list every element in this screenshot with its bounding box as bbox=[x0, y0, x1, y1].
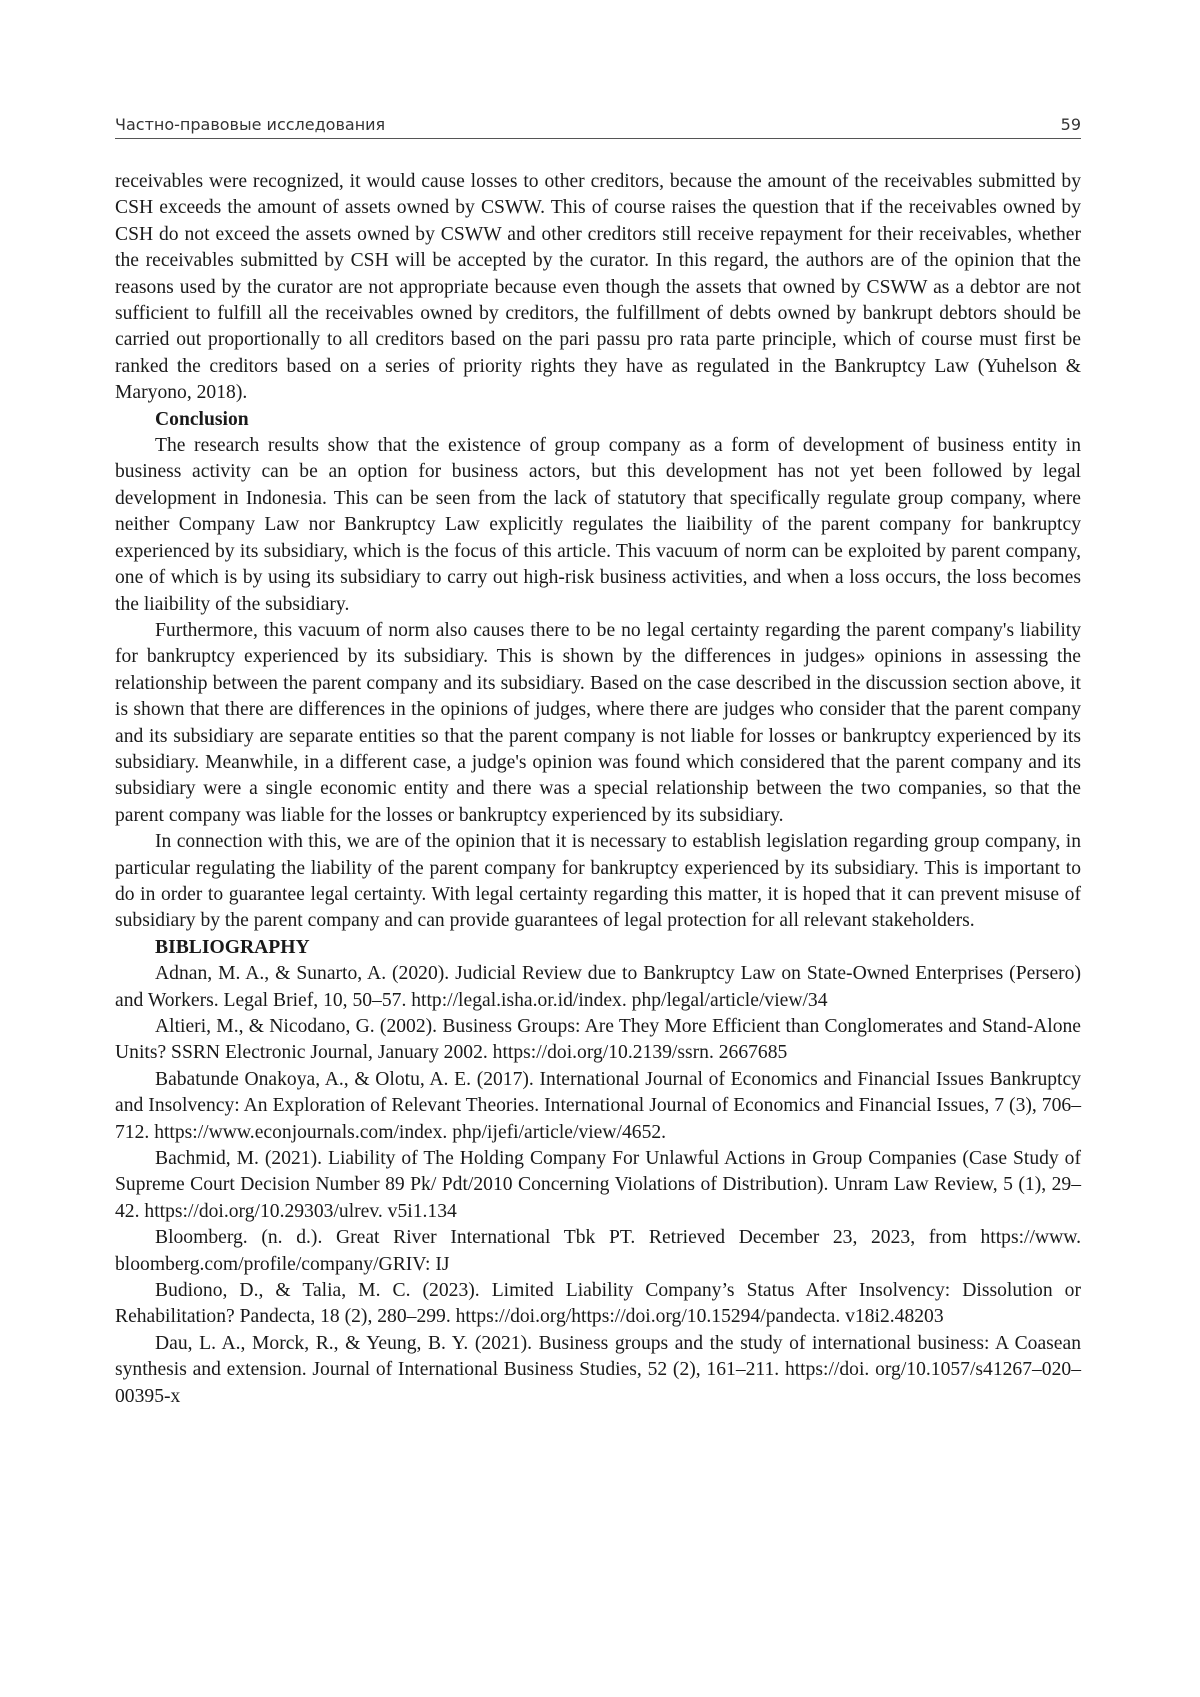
conclusion-paragraph: Furthermore, this vacuum of norm also causes there to be no legal certainty regarding the parent company's liability for bankruptcy experienced by its subsidiary. This is shown by the differences in judges» opinions in assessing the relationship between the parent company and its subsidiary. Based on the case described in the discussion section above, it is shown that there are differences in the opinions of judges, where there are judges who consider that the parent company and its subsidiary are separate entities so that the parent company is not liable for losses or bankruptcy experienced by its subsidiary. Meanwhile, in a different case, a judge's opinion was found which considered that the parent company and its subsidiary were a single economic entity and there was a special relationship between the two companies, so that the parent company was liable for the losses or bankruptcy experienced by its subsidiary. bbox=[115, 619, 1081, 826]
article-body bbox=[115, 169, 1081, 1410]
conclusion-heading: Conclusion bbox=[155, 408, 249, 430]
bibliography-heading: BIBLIOGRAPHY bbox=[155, 936, 310, 958]
bibliography-entry: Altieri, M., & Nicodano, G. (2002). Business Groups: Are They More Efficient than Conglomerates and Stand-Alone Units? SSRN Electronic Journal, January 2002. https://doi.org/10.2139/ssrn. 2667685 bbox=[115, 1016, 1081, 1064]
conclusion-paragraph: The research results show that the existence of group company as a form of development of business entity in business activity can be an option for business actors, but this development has not yet been followed by legal development in Indonesia. This can be seen from the lack of statutory that specifically regulate group company, where neither Company Law nor Bankruptcy Law explicitly regulates the liaibility of the parent company for bankruptcy experienced by its subsidiary, which is the focus of this article. This vacuum of norm can be exploited by parent company, one of which is by using its subsidiary to carry out high-risk business activities, and when a loss occurs, the loss becomes the liaibility of the subsidiary. bbox=[115, 435, 1081, 615]
page bbox=[115, 108, 1081, 1410]
bibliography-entry: Bachmid, M. (2021). Liability of The Holding Company For Unlawful Actions in Group Companies (Case Study of Supreme Court Decision Number 89 Pk/ Pdt/2010 Concerning Violations of Distribution). Unram Law Review, 5 (1), 29–42. https://doi.org/10.29303/ulrev. v5i1.134 bbox=[115, 1148, 1081, 1222]
bibliography-entry: Adnan, M. A., & Sunarto, A. (2020). Judicial Review due to Bankruptcy Law on State-Owned Enterprises (Persero) and Workers. Legal Brief, 10, 50–57. http://legal.isha.or.id/index. php/legal/article/view/34 bbox=[115, 963, 1081, 1011]
page-number: 59 bbox=[1060, 115, 1081, 134]
bibliography-entry: Budiono, D., & Talia, M. C. (2023). Limited Liability Company’s Status After Insolvency: Dissolution or Rehabilitation? Pandecta, 18 (2), 280–299. https://doi.org/https://doi.org/10.15294/pandecta. v18i2.48203 bbox=[115, 1280, 1081, 1328]
journal-section-title: Частно-правовые исследования bbox=[115, 115, 386, 134]
bibliography-entry: Bloomberg. (n. d.). Great River International Tbk PT. Retrieved December 23, 2023, from https://www. bloomberg.com/profile/company/GRIV: IJ bbox=[115, 1227, 1081, 1275]
bibliography-entry: Dau, L. A., Morck, R., & Yeung, B. Y. (2021). Business groups and the study of international business: A Coasean synthesis and extension. Journal of International Business Studies, 52 (2), 161–211. https://doi. org/10.1057/s41267–020–00395-x bbox=[115, 1332, 1081, 1407]
running-header bbox=[115, 108, 1081, 139]
body-paragraph: receivables were recognized, it would cause losses to other creditors, because the amount of the receivables submitted by CSH exceeds the amount of assets owned by CSWW. This of course raises the question that if the receivables owned by CSH do not exceed the assets owned by CSWW and other creditors still receive repayment for their receivables, whether the receivables submitted by CSH will be accepted by the curator. In this regard, the authors are of the opinion that the reasons used by the curator are not appropriate because even though the assets that owned by CSWW as a debtor are not sufficient to fulfill all the receivables owned by creditors, the fulfillment of debts owned by bankrupt debtors should be carried out proportionally to all creditors based on the pari passu pro rata parte principle, which of course must first be ranked the creditors based on a series of priority rights they have as regulated in the Bankruptcy Law (Yuhelson & Maryono, 2018). bbox=[115, 171, 1081, 404]
conclusion-paragraph: In connection with this, we are of the opinion that it is necessary to establish legislation regarding group company, in particular regulating the liability of the parent company for bankruptcy experienced by its subsidiary. This is important to do in order to guarantee legal certainty. With legal certainty regarding this matter, it is hoped that it can prevent misuse of subsidiary by the parent company and can provide guarantees of legal protection for all relevant stakeholders. bbox=[115, 831, 1081, 932]
bibliography-entry: Babatunde Onakoya, A., & Olotu, A. E. (2017). International Journal of Economics and Financial Issues Bankruptcy and Insolvency: An Exploration of Relevant Theories. International Journal of Economics and Financial Issues, 7 (3), 706–712. https://www.econjournals.com/index. php/ijefi/article/view/4652. bbox=[115, 1068, 1081, 1143]
